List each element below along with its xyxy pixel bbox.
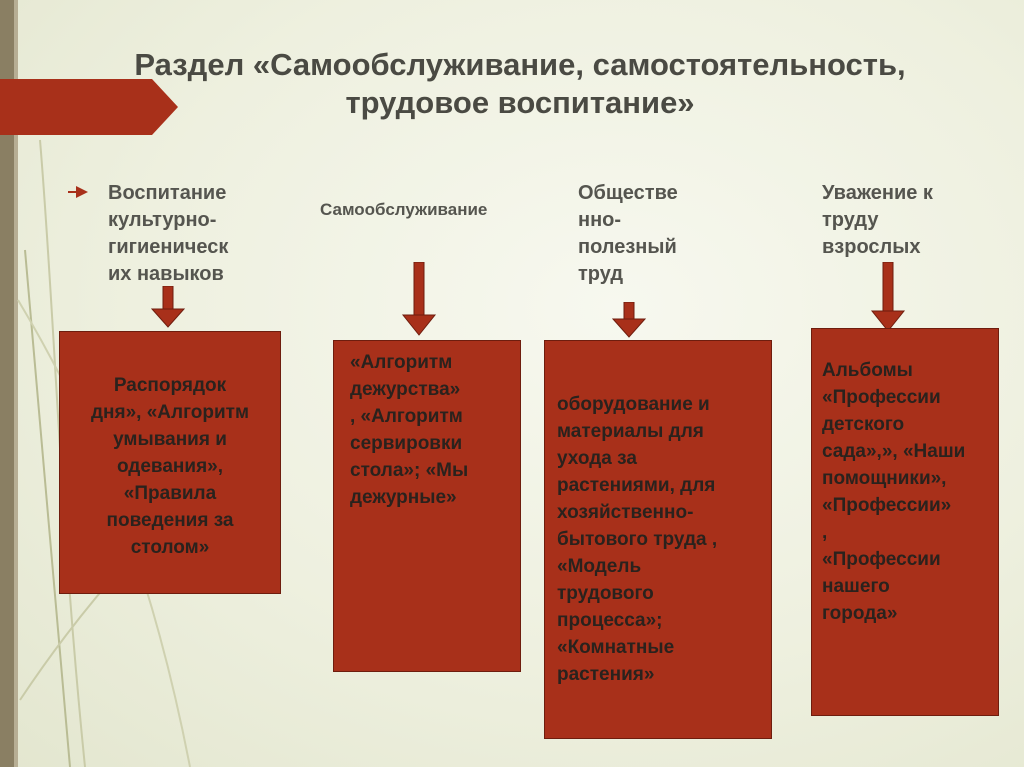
category-hygiene-skills: Воспитание культурно- гигиеническ их навыков bbox=[108, 182, 229, 285]
box-duty-algorithm: «Алгоритм дежурства» , «Алгоритм сервировки стола»; «Мы дежурные» bbox=[333, 340, 521, 672]
category-respect-for-labor: Уважение к труду взрослых bbox=[822, 182, 933, 258]
down-arrow-icon bbox=[401, 262, 437, 336]
title-line-1: Раздел «Самообслуживание, самостоятельность, bbox=[134, 47, 906, 82]
box-daily-routine: Распорядок дня», «Алгоритм умывания и одевания», «Правила поведения за столом» bbox=[59, 331, 281, 594]
down-arrow-icon bbox=[611, 302, 647, 338]
bullet-arrow-icon bbox=[76, 186, 88, 198]
category-useful-labor: Обществе нно- полезный труд bbox=[578, 182, 678, 285]
down-arrow-icon bbox=[150, 286, 186, 328]
category-self-service: Самообслуживание bbox=[320, 200, 488, 219]
page-title bbox=[40, 46, 1000, 122]
title-line-2: трудовое воспитание» bbox=[345, 85, 695, 120]
down-arrow-icon bbox=[870, 262, 906, 332]
box-albums: Альбомы «Профессии детского сада»,», «Наши помощники», «Профессии» , «Профессии нашего города» bbox=[811, 328, 999, 716]
box-equipment-materials: оборудование и материалы для ухода за растениями, для хозяйственно- бытового труда , «Модель трудового процесса»; «Комнатные растения» bbox=[544, 340, 772, 739]
